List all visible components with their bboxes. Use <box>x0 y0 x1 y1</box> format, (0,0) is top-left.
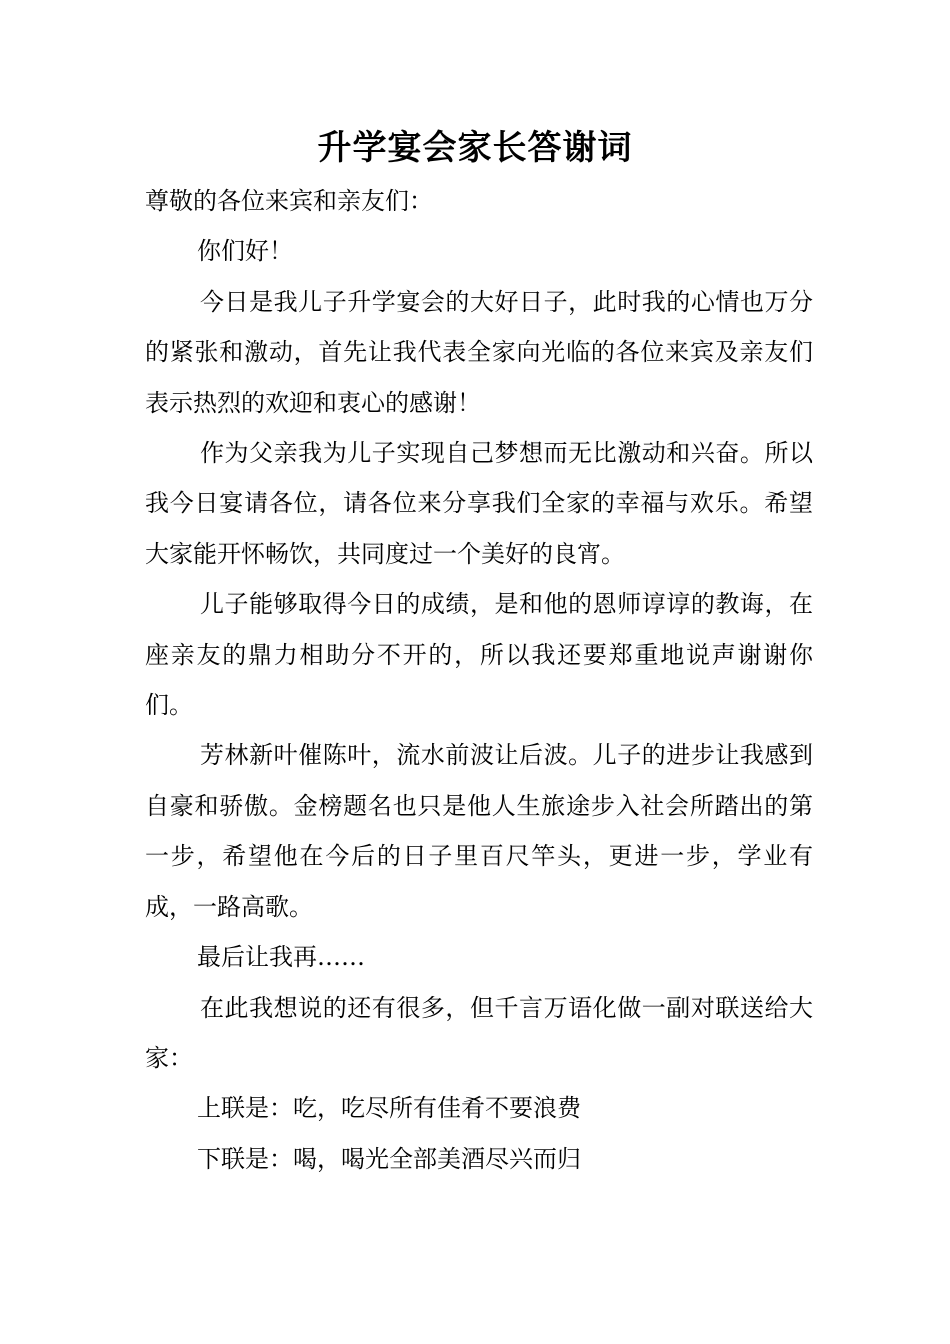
salutation: 尊敬的各位来宾和亲友们： <box>145 187 433 215</box>
couplet-lower: 下联是：喝，喝光全部美酒尽兴而归 <box>197 1144 581 1173</box>
paragraph-thanks: 儿子能够取得今日的成绩，是和他的恩师谆谆的教诲，在座亲友的鼎力相助分不开的，所以我还要郑重地说声谢谢你们。 <box>145 590 813 720</box>
couplet-intro: 在此我想说的还有很多，但千言万语化做一副对联送给大家： <box>145 993 813 1072</box>
greeting: 你们好！ <box>197 237 293 266</box>
paragraph-progress: 芳林新叶催陈叶，流水前波让后波。儿子的进步让我感到自豪和骄傲。金榜题名也只是他人生旅途步入社会所踏出的第一步，希望他在今后的日子里百尺竿头，更进一步，学业有成，一路高歌。 <box>145 741 813 921</box>
paragraph-welcome: 今日是我儿子升学宴会的大好日子，此时我的心情也万分的紧张和激动，首先让我代表全家向光临的各位来宾及亲友们表示热烈的欢迎和衷心的感谢！ <box>145 287 813 417</box>
closing-line: 最后让我再…… <box>197 943 365 972</box>
couplet-upper: 上联是：吃，吃尽所有佳肴不要浪费 <box>197 1094 581 1123</box>
paragraph-father: 作为父亲我为儿子实现自己梦想而无比激动和兴奋。所以我今日宴请各位，请各位来分享我们全家的幸福与欢乐。希望大家能开怀畅饮，共同度过一个美好的良宵。 <box>145 439 813 568</box>
document-title: 升学宴会家长答谢词 <box>317 128 633 168</box>
document-body <box>145 176 813 1184</box>
